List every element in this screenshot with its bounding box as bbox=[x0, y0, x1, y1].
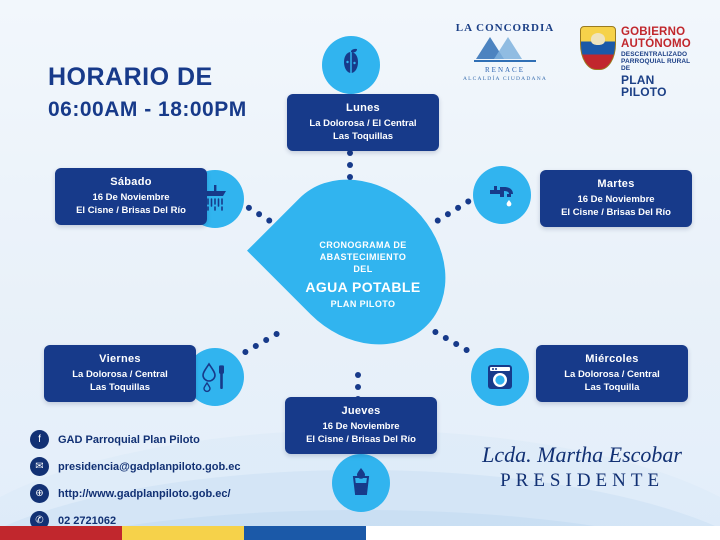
contact-website-text: http://www.gadplanpiloto.gob.ec/ bbox=[58, 487, 231, 500]
phone-icon: ✆ bbox=[30, 511, 49, 530]
day-card-sabado bbox=[55, 168, 207, 225]
day-name-jueves: Jueves bbox=[341, 405, 381, 417]
signature-block bbox=[482, 442, 682, 492]
facebook-icon: f bbox=[30, 430, 49, 449]
day-name-lunes: Lunes bbox=[346, 102, 380, 114]
day-name-martes: Martes bbox=[597, 178, 635, 190]
day-name-viernes: Viernes bbox=[99, 353, 141, 365]
connector-dots-southwest bbox=[241, 330, 280, 356]
schedule-title-block bbox=[48, 62, 247, 124]
day-zones-martes-1: 16 De Noviembre bbox=[577, 194, 655, 205]
washing-machine-icon bbox=[471, 348, 529, 406]
logo-gobierno-line3: DESCENTRALIZADO bbox=[621, 51, 688, 59]
center-line2: ABASTECIMIENTO bbox=[319, 252, 407, 262]
day-zones-jueves-1: 16 De Noviembre bbox=[322, 421, 400, 432]
day-zones-sabado-1: 16 De Noviembre bbox=[92, 192, 170, 203]
day-zones-miercoles-1: La Dolorosa / Central bbox=[564, 369, 660, 380]
logo-gobierno-line2: AUTÓNOMO bbox=[621, 38, 691, 51]
day-card-martes bbox=[540, 170, 692, 227]
schedule-title: HORARIO DE bbox=[48, 63, 213, 91]
day-zones-viernes-1: La Dolorosa / Central bbox=[72, 369, 168, 380]
contact-phone-text: 02 2721062 bbox=[58, 514, 117, 527]
day-card-jueves bbox=[285, 397, 437, 454]
globe-icon: ⊕ bbox=[30, 484, 49, 503]
logo-gobierno-line5: PLAN PILOTO bbox=[621, 72, 667, 100]
day-card-miercoles bbox=[536, 345, 688, 402]
signature-role: PRESIDENTE bbox=[500, 470, 665, 491]
logo-gobierno-line1: GOBIERNO bbox=[621, 26, 686, 38]
schedule-hours: 06:00AM - 18:00PM bbox=[48, 98, 247, 121]
day-zones-jueves-2: El Cisne / Brisas Del Río bbox=[306, 434, 416, 445]
logo-concordia-title: LA CONCORDIA bbox=[455, 22, 555, 34]
logo-concordia-footer: ALCALDÍA CIUDADANA bbox=[462, 76, 548, 82]
connector-dots-northeast bbox=[434, 197, 473, 224]
logo-la-concordia bbox=[446, 22, 564, 82]
logo-concordia-subtitle: RENACE bbox=[485, 66, 525, 74]
day-zones-viernes-2: Las Toquillas bbox=[89, 382, 150, 393]
coat-of-arms-icon bbox=[580, 26, 616, 70]
contact-row-facebook[interactable] bbox=[30, 430, 240, 449]
day-zones-lunes-1: La Dolorosa / El Central bbox=[309, 118, 417, 129]
center-line4: PLAN PILOTO bbox=[330, 299, 396, 309]
center-label bbox=[289, 172, 437, 352]
email-icon: ✉ bbox=[30, 457, 49, 476]
day-zones-miercoles-2: Las Toquilla bbox=[584, 382, 640, 393]
signature-name: Lcda. Martha Escobar bbox=[482, 442, 682, 467]
contact-row-website[interactable] bbox=[30, 484, 240, 503]
day-name-sabado: Sábado bbox=[110, 176, 152, 188]
logo-concordia-art bbox=[474, 35, 536, 65]
contact-list bbox=[30, 430, 240, 538]
logo-gobierno-line4: PARROQUIAL RURAL DE bbox=[621, 57, 691, 72]
center-line1: CRONOGRAMA DE bbox=[319, 240, 407, 250]
center-highlight: AGUA POTABLE bbox=[305, 279, 421, 295]
contact-facebook-text: GAD Parroquial Plan Piloto bbox=[58, 433, 200, 446]
contact-row-email[interactable] bbox=[30, 457, 240, 476]
day-zones-martes-2: El Cisne / Brisas Del Río bbox=[561, 207, 671, 218]
bottom-color-bar bbox=[0, 526, 720, 540]
day-zones-lunes-2: Las Toquillas bbox=[332, 131, 393, 142]
day-name-miercoles: Miércoles bbox=[585, 353, 639, 365]
center-line3: DEL bbox=[353, 264, 373, 274]
fruit-icon bbox=[322, 36, 380, 94]
water-glass-icon bbox=[332, 454, 390, 512]
connector-dots-southeast bbox=[431, 328, 470, 354]
faucet-icon bbox=[473, 166, 531, 224]
contact-email-text: presidencia@gadplanpiloto.gob.ec bbox=[58, 460, 241, 473]
day-zones-sabado-2: El Cisne / Brisas Del Río bbox=[76, 205, 186, 216]
day-card-lunes bbox=[287, 94, 439, 151]
logo-gobierno-autonomo bbox=[580, 26, 700, 99]
connector-dots-top bbox=[347, 150, 353, 180]
day-card-viernes bbox=[44, 345, 196, 402]
